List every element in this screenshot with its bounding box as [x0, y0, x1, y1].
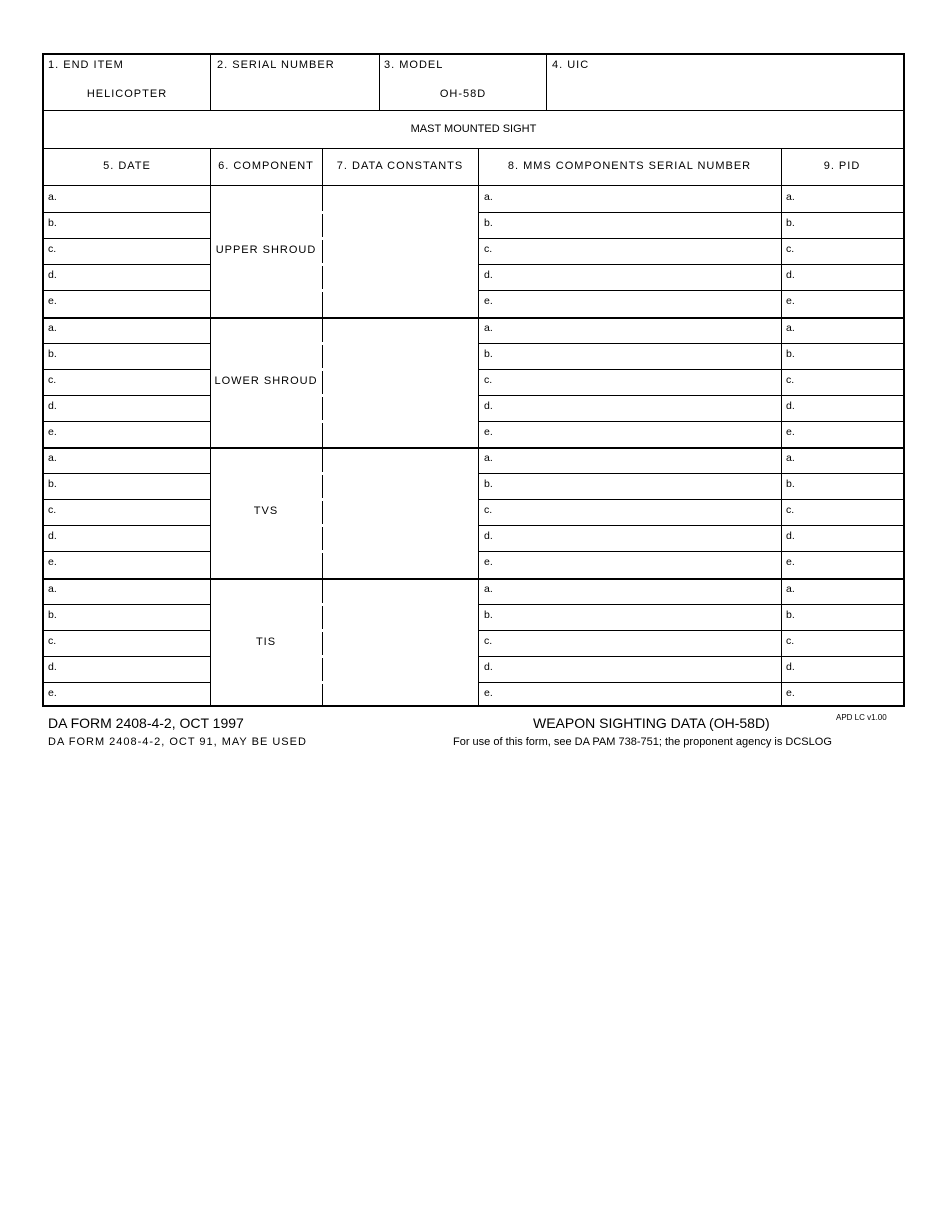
mms-serial-cell-letter[interactable]: d.	[484, 660, 493, 673]
data-constants-cell[interactable]	[323, 578, 477, 709]
component-name: UPPER SHROUD	[215, 244, 317, 257]
date-cell-letter[interactable]: d.	[48, 530, 57, 543]
pid-cell-letter[interactable]: d.	[786, 269, 795, 282]
pid-cell-letter[interactable]: a.	[786, 452, 795, 464]
mms-serial-cell-letter[interactable]: c.	[484, 504, 493, 517]
pid-cell-letter[interactable]: d.	[786, 660, 795, 673]
usage-note: For use of this form, see DA PAM 738-751; the proponent agency is DCSLOG	[453, 736, 832, 748]
column-header-date: 5. DATE	[103, 160, 151, 172]
row-divider-mask	[211, 550, 478, 553]
data-constants-cell[interactable]	[323, 186, 477, 317]
mms-serial-cell-letter[interactable]: a.	[484, 191, 493, 203]
pid-cell-letter[interactable]: e.	[786, 686, 795, 699]
column-divider	[478, 148, 479, 707]
version-label: APD LC v1.00	[836, 713, 887, 722]
pid-cell-letter[interactable]: c.	[786, 373, 795, 386]
mms-serial-cell-letter[interactable]: b.	[484, 217, 493, 230]
date-cell-letter[interactable]: b.	[48, 608, 57, 621]
row-divider-mask	[211, 342, 478, 345]
mms-serial-cell-letter[interactable]: c.	[484, 243, 493, 256]
mms-serial-cell-letter[interactable]: b.	[484, 347, 493, 360]
row-divider-mask	[211, 237, 478, 240]
column-divider	[210, 148, 211, 707]
column-header-pid: 9. PID	[823, 160, 861, 172]
form-id: DA FORM 2408-4-2, OCT 1997	[48, 715, 244, 731]
row-divider-mask	[211, 263, 478, 266]
pid-cell-letter[interactable]: e.	[786, 556, 795, 569]
row-divider-mask	[211, 681, 478, 684]
date-cell-letter[interactable]: a.	[48, 321, 57, 334]
date-cell-letter[interactable]: e.	[48, 425, 57, 438]
date-cell-letter[interactable]: a.	[48, 191, 57, 203]
model-value[interactable]: OH-58D	[439, 88, 487, 100]
column-header-component: 6. COMPONENT	[218, 160, 314, 172]
supersedes-note: DA FORM 2408-4-2, OCT 91, MAY BE USED	[48, 736, 307, 748]
pid-cell-letter[interactable]: b.	[786, 347, 795, 360]
column-header-mms-serial: 8. MMS COMPONENTS SERIAL NUMBER	[507, 160, 752, 172]
mms-serial-cell-letter[interactable]: d.	[484, 269, 493, 282]
date-cell-letter[interactable]: d.	[48, 660, 57, 673]
pid-cell-letter[interactable]: c.	[786, 243, 795, 256]
header-divider	[379, 55, 380, 110]
date-cell-letter[interactable]: c.	[48, 634, 57, 647]
date-cell-letter[interactable]: a.	[48, 582, 57, 595]
pid-cell-letter[interactable]: a.	[786, 582, 795, 595]
mms-serial-cell-letter[interactable]: b.	[484, 478, 493, 491]
date-cell-letter[interactable]: b.	[48, 478, 57, 491]
pid-cell-letter[interactable]: d.	[786, 399, 795, 412]
section-title-bottom-line	[44, 148, 903, 149]
row-divider-mask	[211, 472, 478, 475]
row-divider-mask	[211, 211, 478, 214]
mms-serial-cell-letter[interactable]: a.	[484, 452, 493, 464]
header-bottom-line	[44, 110, 903, 111]
mms-serial-cell-letter[interactable]: e.	[484, 425, 493, 438]
date-cell-letter[interactable]: e.	[48, 295, 57, 308]
header-divider	[210, 55, 211, 110]
row-divider-mask	[211, 603, 478, 606]
row-divider-mask	[211, 655, 478, 658]
row-divider-mask	[211, 629, 478, 632]
pid-cell-letter[interactable]: e.	[786, 425, 795, 438]
date-cell-letter[interactable]: a.	[48, 452, 57, 464]
pid-cell-letter[interactable]: b.	[786, 608, 795, 621]
uic-label: 4. UIC	[552, 59, 590, 71]
mms-serial-cell-letter[interactable]: e.	[484, 295, 493, 308]
form-title: WEAPON SIGHTING DATA (OH-58D)	[533, 715, 770, 731]
row-divider-mask	[211, 368, 478, 371]
date-cell-letter[interactable]: c.	[48, 504, 57, 517]
mms-serial-cell-letter[interactable]: a.	[484, 582, 493, 595]
date-cell-letter[interactable]: d.	[48, 269, 57, 282]
mms-serial-cell-letter[interactable]: e.	[484, 556, 493, 569]
pid-cell-letter[interactable]: a.	[786, 191, 795, 203]
mms-serial-cell-letter[interactable]: b.	[484, 608, 493, 621]
column-divider	[781, 148, 782, 707]
date-cell-letter[interactable]: d.	[48, 399, 57, 412]
mms-serial-cell-letter[interactable]: d.	[484, 399, 493, 412]
data-constants-cell[interactable]	[323, 317, 477, 448]
date-cell-letter[interactable]: c.	[48, 373, 57, 386]
data-constants-cell[interactable]	[323, 447, 477, 578]
end-item-value[interactable]: HELICOPTER	[86, 88, 168, 100]
date-cell-letter[interactable]: b.	[48, 347, 57, 360]
pid-cell-letter[interactable]: e.	[786, 295, 795, 308]
row-divider-mask	[211, 524, 478, 527]
pid-cell-letter[interactable]: c.	[786, 504, 795, 517]
date-cell-letter[interactable]: e.	[48, 686, 57, 699]
mms-serial-cell-letter[interactable]: c.	[484, 373, 493, 386]
row-divider-mask	[211, 420, 478, 423]
row-divider-mask	[211, 498, 478, 501]
weapon-sighting-form	[42, 53, 905, 707]
header-divider	[546, 55, 547, 110]
pid-cell-letter[interactable]: d.	[786, 530, 795, 543]
serial-number-label: 2. SERIAL NUMBER	[217, 59, 335, 71]
row-divider-mask	[211, 289, 478, 292]
column-header-data-constants: 7. DATA CONSTANTS	[336, 160, 464, 172]
mms-serial-cell-letter[interactable]: d.	[484, 530, 493, 543]
date-cell-letter[interactable]: e.	[48, 556, 57, 569]
mms-serial-cell-letter[interactable]: e.	[484, 686, 493, 699]
component-name: TIS	[255, 635, 277, 648]
pid-cell-letter[interactable]: b.	[786, 217, 795, 230]
component-name: TVS	[253, 505, 279, 518]
component-name: LOWER SHROUD	[214, 374, 318, 387]
row-divider-mask	[211, 394, 478, 397]
mms-serial-cell-letter[interactable]: c.	[484, 634, 493, 647]
end-item-label: 1. END ITEM	[48, 59, 124, 71]
section-title: MAST MOUNTED SIGHT	[410, 123, 537, 135]
mms-serial-cell-letter[interactable]: a.	[484, 321, 493, 334]
pid-cell-letter[interactable]: b.	[786, 478, 795, 491]
pid-cell-letter[interactable]: a.	[786, 321, 795, 334]
pid-cell-letter[interactable]: c.	[786, 634, 795, 647]
model-label: 3. MODEL	[384, 59, 444, 71]
date-cell-letter[interactable]: b.	[48, 217, 57, 230]
date-cell-letter[interactable]: c.	[48, 243, 57, 256]
